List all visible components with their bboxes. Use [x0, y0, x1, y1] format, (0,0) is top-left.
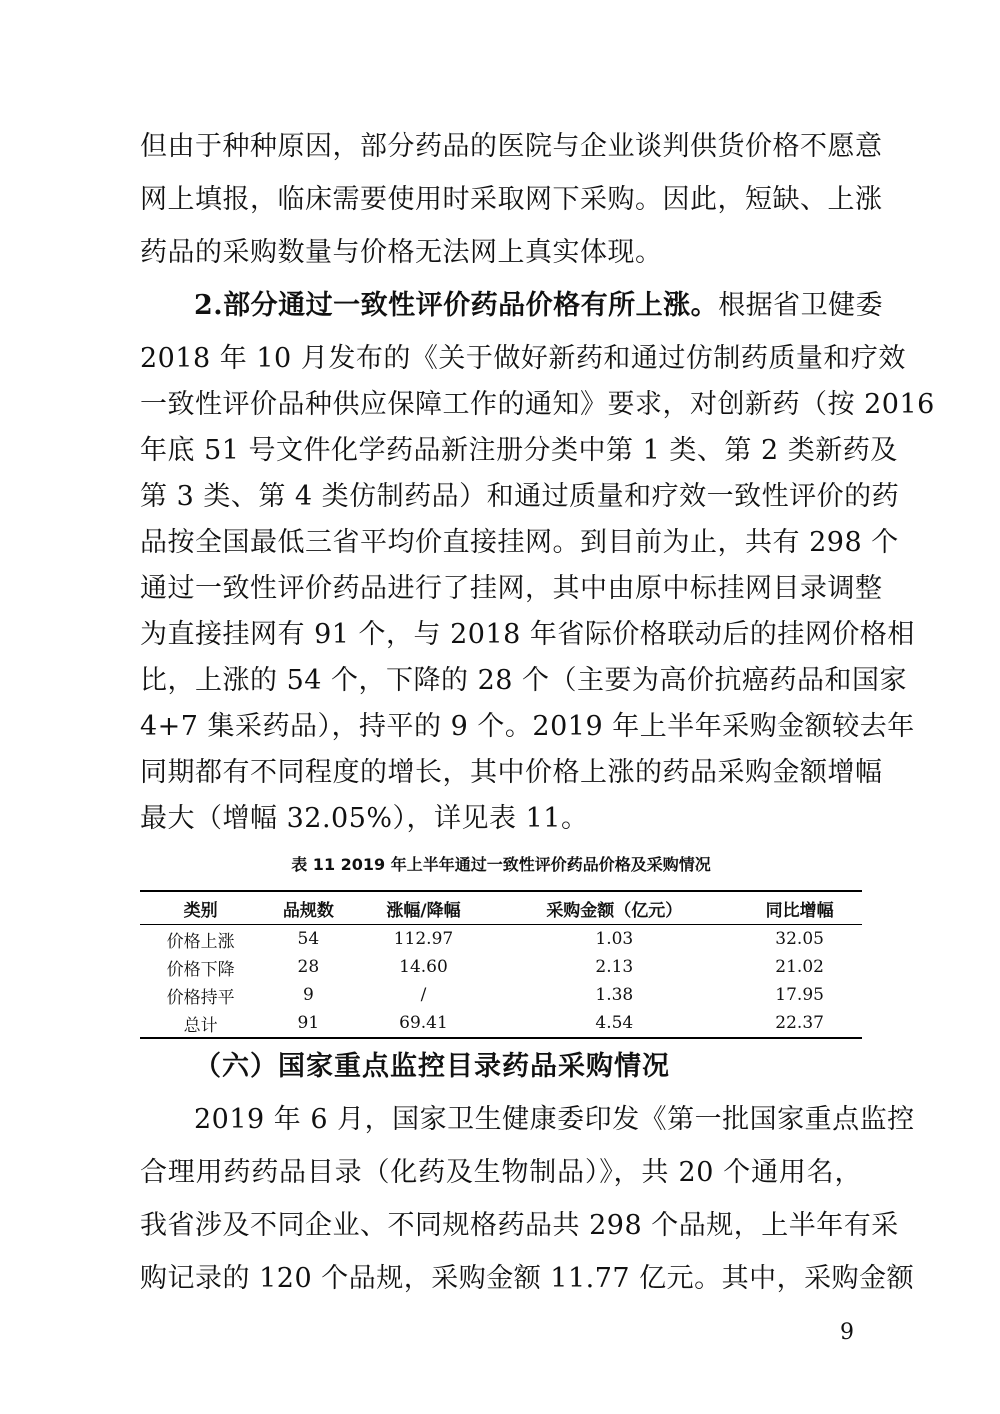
page-number: 9 — [840, 1320, 854, 1345]
paragraph-line: 2019 年 6 月，国家卫生健康委印发《第一批国家重点监控 — [194, 1104, 915, 1135]
table-cell: 2.13 — [595, 957, 634, 977]
table-cell: / — [420, 985, 427, 1005]
table-cell: 1.03 — [595, 929, 634, 949]
table-cell: 价格持平 — [166, 987, 235, 1008]
table-cell: 32.05 — [775, 929, 824, 949]
table-cell: 21.02 — [775, 957, 824, 977]
table-cell: 9 — [302, 985, 314, 1005]
table-row — [140, 953, 862, 981]
section-heading: （六）国家重点监控目录药品采购情况 — [194, 1051, 670, 1082]
column-header: 同比增幅 — [737, 891, 862, 925]
paragraph-line: 最大（增幅 32.05%），详见表 11。 — [140, 803, 589, 834]
paragraph-line: 第 3 类、第 4 类仿制药品）和通过质量和疗效一致性评价的药 — [140, 481, 900, 512]
table-cell: 112.97 — [393, 929, 454, 949]
table-cell: 价格上涨 — [166, 931, 235, 952]
paragraph-line: 比，上涨的 54 个，下降的 28 个（主要为高价抗癌药品和国家 — [140, 665, 908, 696]
paragraph-line: 合理用药药品目录（化药及生物制品）》，共 20 个通用名， — [140, 1157, 862, 1188]
table-cell: 14.60 — [399, 957, 448, 977]
table-caption: 表 11 2019 年上半年通过一致性评价药品价格及采购情况 — [291, 855, 711, 874]
table-cell: 22.37 — [737, 1009, 862, 1038]
column-header: 类别 — [140, 891, 261, 925]
paragraph-line: 一致性评价品种供应保障工作的通知》要求，对创新药（按 2016 — [140, 389, 935, 420]
table-cell: 17.95 — [775, 985, 824, 1005]
paragraph-line: 2018 年 10 月发布的《关于做好新药和通过仿制药质量和疗效 — [140, 343, 906, 374]
column-header: 采购金额（亿元） — [491, 891, 737, 925]
paragraph-line: 购记录的 120 个品规，采购金额 11.77 亿元。其中，采购金额 — [140, 1263, 915, 1294]
paragraph-line: 药品的采购数量与价格无法网上真实体现。 — [140, 237, 663, 268]
bold-lead: 2.部分通过一致性评价药品价格有所上涨。 — [194, 290, 719, 321]
paragraph-line: 品按全国最低三省平均价直接挂网。到目前为止，共有 298 个 — [140, 527, 899, 558]
table-cell: 54 — [297, 929, 320, 949]
paragraph-line: 为直接挂网有 91 个，与 2018 年省际价格联动后的挂网价格相 — [140, 619, 915, 650]
paragraph-line: 同期都有不同程度的增长，其中价格上涨的药品采购金额增幅 — [140, 757, 883, 788]
data-table — [140, 890, 862, 1039]
paragraph-line: 通过一致性评价药品进行了挂网，其中由原中标挂网目录调整 — [140, 573, 883, 604]
paragraph-line: 网上填报，临床需要使用时采取网下采购。因此，短缺、上涨 — [140, 184, 883, 215]
table-row-total — [140, 1009, 862, 1038]
paragraph-line — [140, 284, 884, 328]
table-cell: 价格下降 — [166, 959, 235, 980]
column-header: 涨幅/降幅 — [356, 891, 492, 925]
table-cell: 69.41 — [356, 1009, 492, 1038]
paragraph-line: 我省涉及不同企业、不同规格药品共 298 个品规，上半年有采 — [140, 1210, 899, 1241]
paragraph-line: 年底 51 号文件化学药品新注册分类中第 1 类、第 2 类新药及 — [140, 435, 898, 466]
column-header: 品规数 — [261, 891, 355, 925]
table-cell: 1.38 — [595, 985, 634, 1005]
table-row — [140, 981, 862, 1009]
table-cell: 总计 — [140, 1009, 261, 1038]
table-cell: 28 — [297, 957, 320, 977]
paragraph-line: 但由于种种原因，部分药品的医院与企业谈判供货价格不愿意 — [140, 131, 883, 162]
table-cell: 4.54 — [491, 1009, 737, 1038]
table-header-row — [140, 891, 862, 925]
table-row — [140, 925, 862, 954]
table-cell: 91 — [261, 1009, 355, 1038]
lead-rest: 根据省卫健委 — [718, 290, 884, 321]
paragraph-line: 4+7 集采药品），持平的 9 个。2019 年上半年采购金额较去年 — [140, 711, 915, 742]
